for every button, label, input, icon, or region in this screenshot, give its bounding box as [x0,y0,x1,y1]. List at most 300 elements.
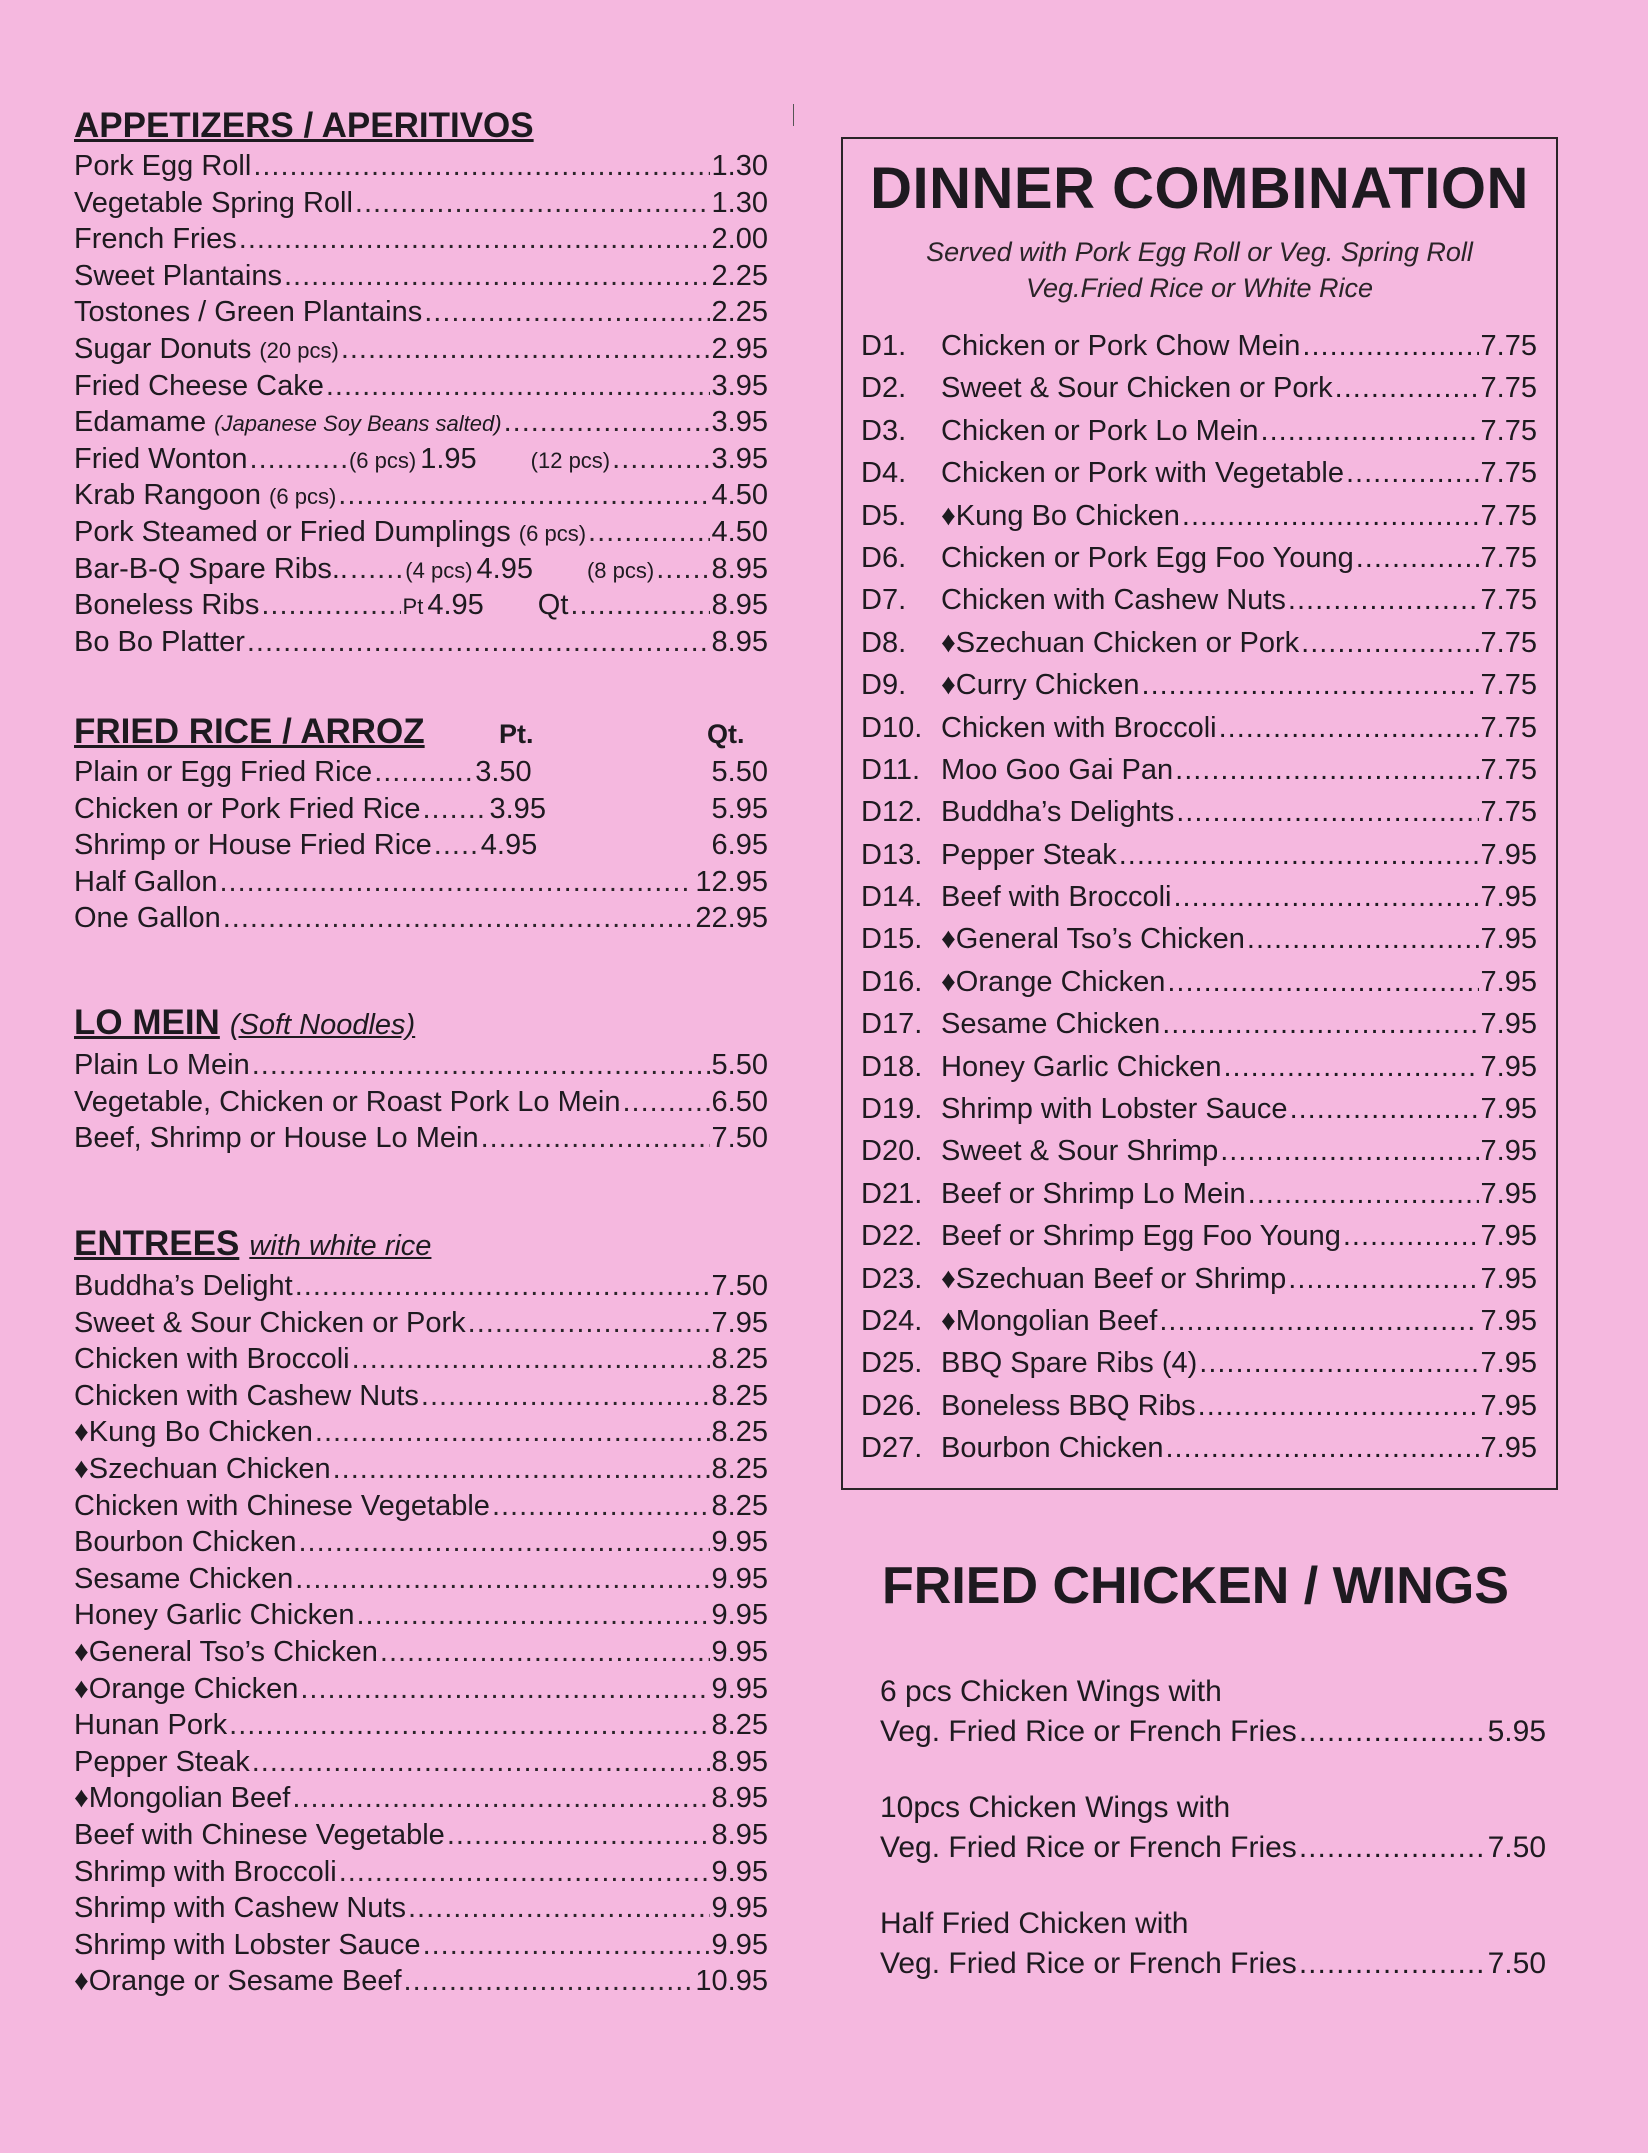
leader-dots [1301,622,1478,664]
leader-dots [481,1120,710,1157]
item-name: Buddha’s Delights [941,796,1175,829]
item-name: Beef with Chinese Vegetable [74,1818,445,1851]
list-item [74,185,768,222]
dinner-item [861,707,1537,749]
item-name: Chicken with Broccoli [941,711,1217,744]
entrees-subtitle: with white rice [249,1230,432,1262]
leader-dots [423,791,488,828]
item-price: 8.25 [711,1379,768,1412]
leader-dots [468,1305,710,1342]
item-name: Shrimp or House Fried Rice [74,829,432,862]
leader-dots [252,1047,710,1084]
item-price: 7.95 [1480,1389,1537,1422]
dinner-item [861,1173,1537,1215]
leader-dots [355,185,710,222]
item-name: Veg. Fried Rice or French Fries [880,1947,1297,1980]
list-item [74,1488,768,1525]
leader-dots [1356,537,1479,579]
item-line-1: 6 pcs Chicken Wings with [880,1675,1222,1708]
dinner-subtitle [843,234,1556,306]
leader-dots [295,1561,709,1598]
item-price: 9.95 [711,1892,768,1925]
list-item [74,1341,768,1378]
item-price-small: 4.95 [476,552,533,585]
item-price: 7.95 [711,1306,768,1339]
appetizers-section [74,104,768,710]
item-name: Sugar Donuts [74,332,252,365]
item-code: D14. [861,881,923,914]
dinner-item [861,1385,1537,1427]
item-code: D2. [861,372,907,405]
item-code: D27. [861,1432,923,1465]
item-code: D20. [861,1135,923,1168]
item-price: 7.95 [1480,1135,1537,1168]
leader-dots [421,1378,710,1415]
leader-dots [1142,664,1479,706]
item-price: 7.75 [1480,711,1537,744]
leader-dots [339,1854,710,1891]
item-price: 8.25 [711,1489,768,1522]
item-name: ♦Szechuan Beef or Shrimp [941,1262,1287,1295]
item-code: D22. [861,1220,923,1253]
item-line-2 [880,1712,1546,1752]
dinner-item [861,664,1537,706]
item-name: Fried Cheese Cake [74,369,324,402]
item-code: D19. [861,1093,923,1126]
wings-item [880,1672,1546,1752]
leader-dots [298,1524,709,1561]
lo-mein-section [74,1001,768,1222]
quart-label: Qt. [707,719,745,749]
item-price: 8.95 [711,625,768,658]
item-name: BBQ Spare Ribs (4) [941,1347,1198,1380]
item-name: Sweet & Sour Shrimp [941,1135,1219,1168]
list-item [74,1268,768,1305]
item-code: D4. [861,457,907,490]
item-price: 7.75 [1480,372,1537,405]
item-name: Chicken with Cashew Nuts [941,584,1286,617]
leader-dots [612,441,709,478]
item-price: 7.75 [1480,796,1537,829]
item-line-1: 10pcs Chicken Wings with [880,1791,1231,1824]
item-name: ♦General Tso’s Chicken [941,923,1245,956]
leader-dots [1175,749,1478,791]
item-code: D26. [861,1389,923,1422]
list-item [74,514,768,551]
item-price: 7.95 [1480,1304,1537,1337]
item-name: Buddha’s Delight [74,1270,293,1302]
item-name: French Fries [74,223,237,256]
dinner-item [861,1215,1537,1257]
list-item [74,754,768,791]
leader-dots [261,587,400,624]
leader-dots [1176,791,1478,833]
dinner-item [861,367,1537,409]
list-item [74,1780,768,1817]
pint-label: Pt. [499,719,534,749]
item-price: 7.75 [1480,584,1537,617]
item-name: Shrimp with Lobster Sauce [941,1093,1288,1126]
dinner-item [861,1342,1537,1384]
item-name: Sesame Chicken [74,1562,294,1595]
item-name: Hunan Pork [74,1709,228,1742]
item-name: Chicken with Cashew Nuts [74,1379,419,1412]
item-note: (20 pcs) [259,337,339,363]
item-price: 8.95 [711,1782,768,1815]
item-price: 9.95 [711,1855,768,1888]
leader-dots [1182,495,1479,537]
item-price: 7.95 [1480,965,1537,998]
item-price: 7.95 [1480,881,1537,914]
quart-price: 5.95 [711,792,768,825]
leader-dots [1199,1342,1478,1384]
item-name: ♦Szechuan Chicken [74,1452,331,1485]
item-name: Pork Steamed or Fried Dumplings [74,515,511,548]
dinner-item [861,876,1537,918]
leader-dots [374,754,473,791]
dinner-item [861,1046,1537,1088]
item-price: 7.50 [711,1270,768,1302]
leader-dots [1343,1215,1479,1257]
leader-dots [239,221,710,258]
list-item [74,1890,768,1927]
dinner-item [861,791,1537,833]
dinner-title: DINNER COMBINATION [870,156,1529,221]
list-item [74,1744,768,1781]
item-code: D16. [861,965,923,998]
list-item [74,1597,768,1634]
item-name: ♦Orange Chicken [74,1672,299,1705]
list-item [74,864,768,901]
item-name: Beef or Shrimp Lo Mein [941,1177,1246,1210]
leader-dots [1288,1258,1478,1300]
item-name: Shrimp with Lobster Sauce [74,1928,421,1961]
dinner-item [861,325,1537,367]
item-name: Honey Garlic Chicken [74,1599,355,1632]
list-item [74,1305,768,1342]
lo-mein-subtitle: (Soft Noodles) [229,1009,416,1041]
item-name: Plain Lo Mein [74,1049,250,1081]
item-price: 8.95 [711,1745,768,1778]
leader-dots [504,404,710,441]
entrees-section [74,1222,768,2000]
item-code: D8. [861,626,907,659]
leader-dots [622,1084,709,1121]
item-name: Sweet & Sour Chicken or Pork [941,372,1333,405]
item-price: 10.95 [695,1965,768,1998]
item-note: Pt [402,594,424,620]
leader-dots [1119,834,1479,876]
item-name: Bourbon Chicken [74,1526,297,1559]
item-name: Veg. Fried Rice or French Fries [880,1831,1297,1864]
list-item [74,551,768,588]
item-name: Chicken or Pork Egg Foo Young [941,541,1354,574]
list-item [74,441,768,478]
item-name: Shrimp with Broccoli [74,1855,337,1888]
leader-dots [1261,410,1479,452]
item-code: D9. [861,669,907,702]
dinner-item [861,410,1537,452]
item-price: 8.95 [711,552,768,585]
list-item [74,258,768,295]
item-price: 8.25 [711,1709,768,1742]
list-item [74,587,768,624]
item-name: Bar-B-Q Spare Ribs.. [74,552,348,585]
dinner-item [861,1003,1537,1045]
item-price: 9.95 [711,1599,768,1632]
item-price: 2.25 [711,259,768,292]
leader-dots [1302,325,1478,367]
item-price: 1.30 [711,186,768,219]
pint-price: 4.95 [480,829,538,862]
item-code: D5. [861,499,907,532]
item-price: 5.95 [1487,1715,1546,1748]
leader-dots [1174,876,1479,918]
item-code: D7. [861,584,907,617]
dinner-subtitle-line-1: Served with Pork Egg Roll or Veg. Spring Roll [926,237,1473,267]
leader-dots [1288,579,1479,621]
entrees-title: ENTREES with white rice [74,1224,432,1263]
fried-rice-list [74,754,768,937]
dinner-item [861,452,1537,494]
list-item [74,1084,768,1121]
item-price: 1.30 [711,150,768,182]
item-code: D24. [861,1304,923,1337]
dinner-item [861,537,1537,579]
item-name: One Gallon [74,902,221,935]
item-price: 6.50 [711,1085,768,1118]
item-name: ♦Kung Bo Chicken [941,499,1180,532]
item-price: 8.25 [711,1343,768,1376]
list-item [74,1414,768,1451]
item-note-large: (8 pcs) [586,557,655,583]
leader-dots [1198,1385,1479,1427]
dinner-item [861,495,1537,537]
item-price: 7.75 [1480,753,1537,786]
wings-item [880,1904,1546,1984]
leader-dots [350,551,403,588]
item-price: 7.95 [1480,1093,1537,1126]
item-price: 2.95 [711,332,768,365]
item-price-small: 4.95 [427,589,484,622]
leader-dots [1299,1944,1486,1984]
fried-rice-section [74,710,768,1001]
list-item [74,1524,768,1561]
item-note: (6 pcs) [269,484,337,510]
item-price: 9.95 [711,1562,768,1595]
item-price: 4.50 [711,479,768,512]
item-name: Chicken or Pork with Vegetable [941,457,1344,490]
dinner-item [861,834,1537,876]
item-price: 7.95 [1480,1050,1537,1083]
leader-dots [315,1414,710,1451]
leader-dots [423,1927,710,1964]
leader-dots [295,1268,710,1305]
leader-dots [333,1451,710,1488]
leader-dots [1346,452,1479,494]
item-price: 2.25 [711,296,768,329]
item-name: Bourbon Chicken [941,1432,1164,1465]
list-item [74,1561,768,1598]
leader-dots [434,827,479,864]
item-price: 7.50 [1487,1831,1546,1864]
item-price: 7.75 [1480,626,1537,659]
item-name: Edamame [74,406,207,439]
list-item [74,404,768,441]
item-line-2 [880,1828,1546,1868]
item-price: 7.95 [1480,838,1537,871]
item-note: (6 pcs) [518,520,587,546]
item-price: 9.95 [711,1526,768,1559]
leader-dots [229,1707,709,1744]
item-name: Bo Bo Platter [74,625,245,658]
leader-dots [338,477,709,514]
quart-price: 5.50 [711,756,768,788]
list-item [74,294,768,331]
item-code: D6. [861,541,907,574]
item-price: 12.95 [695,865,768,898]
item-price: 7.95 [1480,1008,1537,1041]
item-name: Shrimp with Cashew Nuts [74,1892,406,1925]
item-name: Tostones / Green Plantains [74,296,423,329]
wings-list [880,1672,1546,2020]
leader-dots [352,1341,710,1378]
item-code: D21. [861,1177,923,1210]
item-name: Moo Goo Gai Pan [941,753,1174,786]
item-price: 7.75 [1480,414,1537,447]
item-name: Chicken with Chinese Vegetable [74,1489,490,1522]
item-name: Half Gallon [74,865,218,898]
item-name: Pepper Steak [941,838,1117,871]
item-name: Chicken with Broccoli [74,1343,350,1376]
item-code: D13. [861,838,923,871]
item-name: ♦Orange or Sesame Beef [74,1965,402,1998]
item-price: 8.95 [711,589,769,622]
leader-dots [1165,1427,1478,1469]
item-name: ♦General Tso’s Chicken [74,1635,378,1668]
item-code: D3. [861,414,907,447]
leader-dots [1162,1003,1478,1045]
item-name: ♦Curry Chicken [941,669,1140,702]
item-code: D25. [861,1347,923,1380]
list-item [74,1378,768,1415]
leader-dots [380,1634,710,1671]
quart-price: 6.95 [711,829,768,862]
leader-dots [1335,367,1479,409]
dinner-item [861,1088,1537,1130]
leader-dots [1248,1173,1479,1215]
item-price: 5.50 [711,1049,768,1081]
appetizers-title: APPETIZERS / APERITIVOS [74,106,534,145]
list-item [74,1634,768,1671]
item-name: Fried Wonton [74,442,248,475]
item-name: Sweet Plantains [74,259,282,292]
item-price: 7.75 [1480,499,1537,532]
item-name: Sesame Chicken [941,1008,1161,1041]
leader-dots [356,1597,709,1634]
item-price: 9.95 [711,1672,768,1705]
leader-dots [1290,1088,1479,1130]
leader-dots [300,1671,709,1708]
list-item [74,331,768,368]
leader-dots [223,900,694,937]
leader-dots [1223,1046,1478,1088]
item-name: Honey Garlic Chicken [941,1050,1222,1083]
leader-dots [408,1890,710,1927]
list-item [74,1671,768,1708]
item-name: Sweet & Sour Chicken or Pork [74,1306,466,1339]
item-price: 7.95 [1480,923,1537,956]
item-price: 7.50 [711,1122,768,1155]
leader-dots [1299,1712,1486,1752]
item-price-small: 1.95 [420,442,477,475]
item-price: 7.95 [1480,1347,1537,1380]
dinner-item [861,1427,1537,1469]
dinner-list [861,325,1537,1470]
leader-dots [1159,1300,1478,1342]
item-note: (6 pcs) [348,447,417,473]
item-price: 7.95 [1480,1262,1537,1295]
leader-dots [404,1963,694,2000]
list-item [74,221,768,258]
leader-dots [1167,961,1478,1003]
item-name: Plain or Egg Fried Rice [74,756,373,788]
item-code: D10. [861,711,923,744]
leader-dots [656,551,709,588]
item-name: Chicken or Pork Fried Rice [74,792,421,825]
list-item [74,624,768,661]
item-name: Beef with Broccoli [941,881,1172,914]
leader-dots [570,587,709,624]
leader-dots [253,148,709,185]
list-item [74,477,768,514]
item-price: 7.75 [1480,669,1537,702]
item-name: Beef, Shrimp or House Lo Mein [74,1122,479,1155]
wings-item [880,1788,1546,1868]
item-code: D15. [861,923,923,956]
leader-dots [492,1488,710,1525]
leader-dots [284,258,710,295]
list-item [74,791,768,828]
dinner-item [861,749,1537,791]
item-name: Vegetable Spring Roll [74,186,353,219]
list-item [74,1817,768,1854]
item-note-large: Qt [537,589,569,622]
leader-dots [292,1780,709,1817]
list-item [74,1707,768,1744]
leader-dots [341,331,710,368]
list-item [74,368,768,405]
fried-rice-title: FRIED RICE / ARROZ Pt. Qt. [74,710,768,754]
dinner-item [861,1300,1537,1342]
item-note-large: (12 pcs) [530,447,611,473]
leader-dots [1247,918,1479,960]
leader-dots [326,368,710,405]
item-name: Krab Rangoon [74,479,262,512]
item-price: 3.95 [711,442,768,475]
list-item [74,148,768,185]
item-price: 22.95 [695,902,768,935]
wings-title: FRIED CHICKEN / WINGS [882,1557,1509,1615]
item-name: ♦Mongolian Beef [941,1304,1158,1337]
item-name: Pepper Steak [74,1745,250,1778]
leader-dots [447,1817,710,1854]
item-price: 9.95 [711,1635,768,1668]
dinner-item [861,961,1537,1003]
item-code: D1. [861,330,907,362]
item-code: D18. [861,1050,923,1083]
appetizers-list [74,148,768,660]
